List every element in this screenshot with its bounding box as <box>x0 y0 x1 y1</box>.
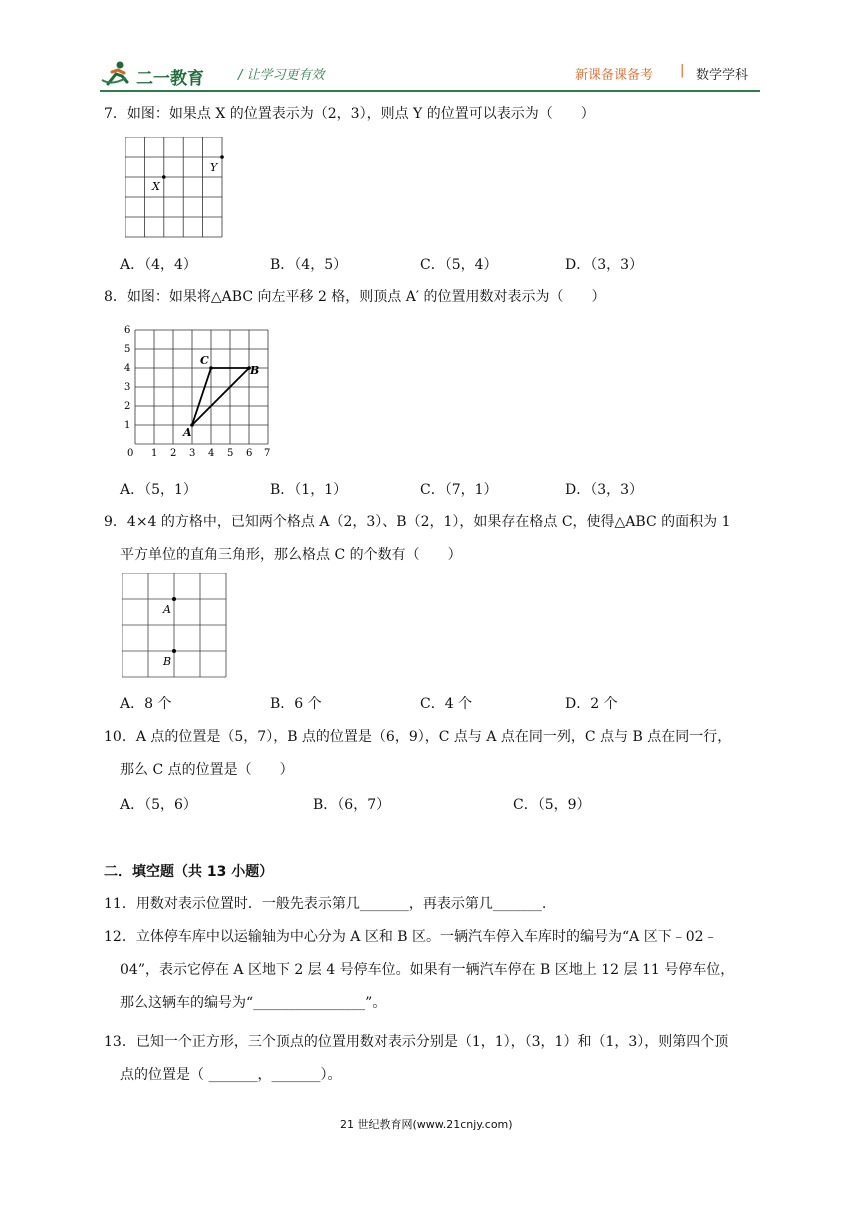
question-9-line-1: 9．4×4 的方格中，已知两个格点 A（2，3）、B（2，1），如果存在格点 C，使得△ABC 的面积为 1 <box>104 514 731 530</box>
label-a: A <box>183 426 192 439</box>
question-13-line-2: 点的位置是（ _______，_______）。 <box>120 1067 342 1083</box>
y-tick-5: 5 <box>124 344 131 355</box>
q10-option-b[interactable]: B．（6，7） <box>313 797 391 813</box>
header-separator: | <box>680 63 685 78</box>
y-tick-4: 4 <box>124 363 131 374</box>
y-tick-1: 1 <box>124 420 131 431</box>
x-tick-4: 4 <box>208 448 215 459</box>
q8-option-a[interactable]: A．（5，1） <box>120 482 197 498</box>
q8-option-d[interactable]: D．（3，3） <box>565 482 644 498</box>
header-right-b: 数学学科 <box>696 68 749 83</box>
question-9-line-2: 平方单位的直角三角形，那么格点 C 的个数有（ ） <box>120 547 462 563</box>
page-footer: 21 世纪教育网(www.21cnjy.com) <box>340 1118 513 1131</box>
logo <box>100 60 230 88</box>
point-a <box>172 597 176 601</box>
label-y: Y <box>210 161 218 174</box>
question-12-line-3: 那么这辆车的编号为“________________”。 <box>120 995 387 1011</box>
q7-option-d[interactable]: D．（3，3） <box>565 257 644 273</box>
triangle-abc <box>192 368 249 425</box>
label-a: A <box>163 603 171 616</box>
q7-option-c[interactable]: C．（5，4） <box>420 257 498 273</box>
slogan: / 让学习更有效 <box>238 68 325 83</box>
header-right-a: 新课备课备考 <box>575 68 654 83</box>
y-tick-2: 2 <box>124 401 131 412</box>
label-x: X <box>152 180 160 193</box>
q7-option-a[interactable]: A．（4，4） <box>120 257 197 273</box>
question-12-line-1: 12．立体停车库中以运输轴为中心分为 A 区和 B 区。一辆汽车停入车库时的编号为“A 区下﹣02﹣ <box>104 929 718 945</box>
q9-option-c[interactable]: C．4 个 <box>420 696 473 712</box>
label-b: B <box>163 655 172 668</box>
x-tick-1: 1 <box>151 448 158 459</box>
question-11: 11．用数对表示位置时．一般先表示第几_______，再表示第几_______. <box>104 896 547 912</box>
x-tick-5: 5 <box>227 448 234 459</box>
q9-option-a[interactable]: A．8 个 <box>120 696 172 712</box>
label-b: B <box>250 364 260 377</box>
y-tick-6: 6 <box>124 325 131 336</box>
q7-grid-figure <box>125 137 225 239</box>
q9-option-b[interactable]: B．6 个 <box>270 696 322 712</box>
x-tick-0: 0 <box>127 448 134 459</box>
q8-option-c[interactable]: C．（7，1） <box>420 482 498 498</box>
q9-option-d[interactable]: D．2 个 <box>565 696 618 712</box>
y-tick-3: 3 <box>124 382 131 393</box>
q8-option-b[interactable]: B．（1，1） <box>270 482 348 498</box>
question-13-line-1: 13．已知一个正方形，三个顶点的位置用数对表示分别是（1，1），（3，1）和（1，3），则第四个顶 <box>104 1034 729 1050</box>
x-tick-2: 2 <box>170 448 177 459</box>
q10-option-c[interactable]: C．（5，9） <box>513 797 591 813</box>
q9-grid-figure <box>122 573 228 679</box>
label-c: C <box>200 354 209 367</box>
header-divider <box>100 90 760 92</box>
q10-option-a[interactable]: A．（5，6） <box>120 797 197 813</box>
q7-option-b[interactable]: B．（4，5） <box>270 257 348 273</box>
point-b <box>172 649 176 653</box>
q8-coordinate-figure <box>120 320 270 460</box>
question-12-line-2: 04”，表示它停在 A 区地下 2 层 4 号停车位。如果有一辆汽车停在 B 区地上 12 层 11 号停车位， <box>120 962 735 978</box>
x-tick-7: 7 <box>264 448 270 459</box>
point-y <box>220 155 224 159</box>
question-10-line-2: 那么 C 点的位置是（ ） <box>120 762 294 778</box>
question-7: 7．如图：如果点 X 的位置表示为（2，3），则点 Y 的位置可以表示为（ ） <box>104 106 595 122</box>
runner-logo-icon <box>100 60 134 88</box>
section-2-title: 二．填空题（共 13 小题） <box>104 864 274 880</box>
question-8: 8．如图：如果将△ABC 向左平移 2 格，则顶点 A′ 的位置用数对表示为（ ） <box>104 289 606 305</box>
x-tick-6: 6 <box>246 448 253 459</box>
point-x <box>162 175 166 179</box>
x-tick-3: 3 <box>189 448 196 459</box>
logo-text: 二一教育 <box>136 69 204 89</box>
question-10-line-1: 10．A 点的位置是（5，7），B 点的位置是（6，9），C 点与 A 点在同一列，C 点与 B 点在同一行， <box>104 729 732 745</box>
